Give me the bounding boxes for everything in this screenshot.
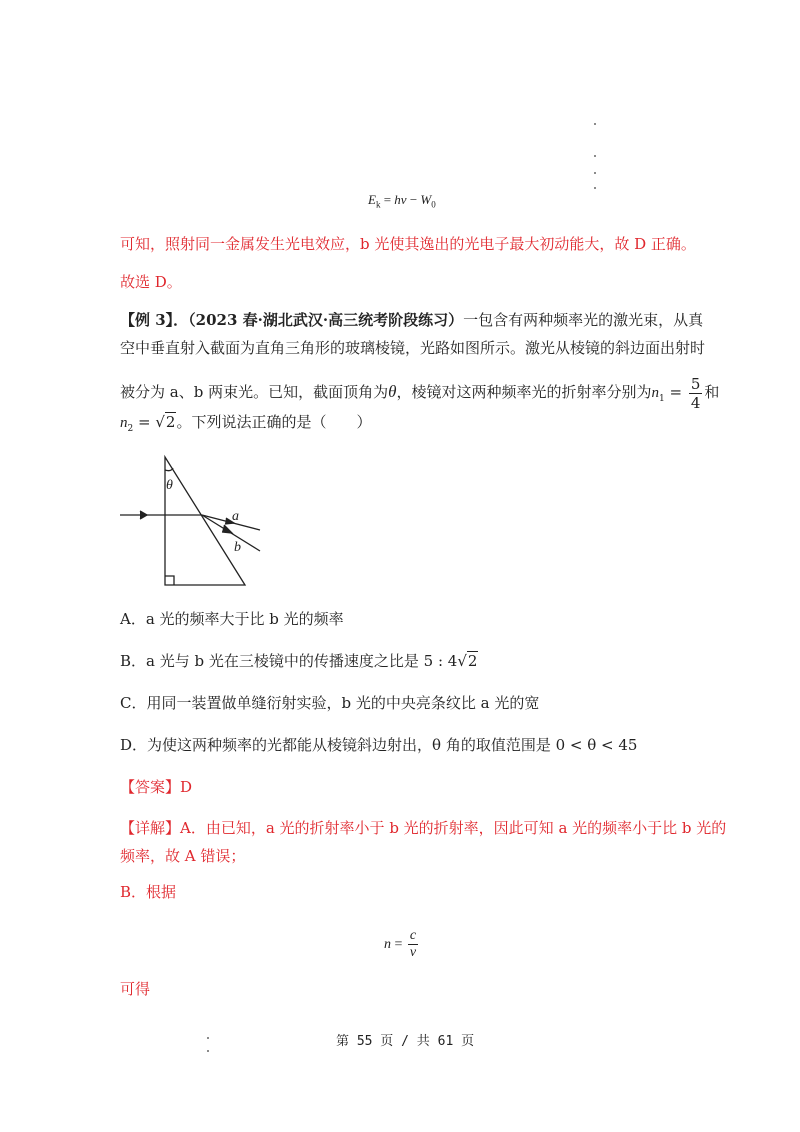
fraction-5-4: $\frac{5}{4}$	[690, 374, 701, 412]
detail-b-label: B．根据	[120, 883, 177, 901]
option-d: D．为使这两种频率的光都能从棱镜斜边射出，θ 角的取值范围是 0 < θ < 45	[120, 736, 638, 754]
example-tag: 【例 3】．（2023 春·湖北武汉·高三统考阶段练习）	[120, 311, 464, 329]
detail-line-1: 【详解】A．由已知，a 光的折射率小于 b 光的折射率，因此可知 a 光的频率小于比 b 光的	[120, 819, 727, 837]
margin-dot	[594, 172, 596, 174]
example-line-3: 被分为 a、b 两束光。已知，截面顶角为θ，棱镜对这两种频率光的折射率分别为$n_1$ = $\frac{5}{4}$ 和	[120, 374, 720, 412]
option-c: C．用同一装置做单缝衍射实验，b 光的中央亮条纹比 a 光的宽	[120, 694, 540, 712]
figure-b-label: b	[234, 540, 241, 555]
figure-a-label: a	[232, 509, 239, 524]
prism-diagram	[118, 452, 298, 592]
photoelectric-formula: $E_k = h\nu - W_0$	[368, 192, 436, 210]
option-a: A．a 光的频率大于比 b 光的频率	[120, 610, 344, 628]
ke-de: 可得	[120, 980, 151, 998]
right-angle-mark	[165, 576, 174, 585]
answer: 【答案】D	[120, 778, 193, 796]
figure-theta-label: θ	[166, 478, 173, 493]
refractive-index-formula: n = $\frac{c}{v}$	[384, 928, 417, 961]
ray-b-arrow	[222, 525, 232, 533]
page-footer: 第 55 页 / 共 61 页	[336, 1034, 475, 1049]
conclusion-b: 可知，照射同一金属发生光电效应，b 光使其逸出的光电子最大初动能大，故 D 正确。	[120, 235, 696, 253]
margin-dot	[594, 123, 596, 125]
incident-arrow	[140, 511, 147, 519]
margin-dot	[594, 155, 596, 157]
example-line-1: 【例 3】．（2023 春·湖北武汉·高三统考阶段练习）一包含有两种频率光的激光束，从真	[120, 311, 704, 329]
margin-dot	[207, 1050, 209, 1052]
margin-dot	[207, 1037, 209, 1039]
example-line-4: $n_2 = √2$。下列说法正确的是（ ）	[120, 413, 372, 434]
margin-dot	[594, 187, 596, 189]
choose-d: 故选 D。	[120, 273, 182, 291]
example-line-2: 空中垂直射入截面为直角三角形的玻璃棱镜，光路如图所示。激光从棱镜的斜边面出射时	[120, 339, 706, 357]
option-b: B．a 光与 b 光在三棱镜中的传播速度之比是 5 : 4√2	[120, 652, 478, 670]
detail-line-2: 频率，故 A 错误；	[120, 847, 246, 865]
